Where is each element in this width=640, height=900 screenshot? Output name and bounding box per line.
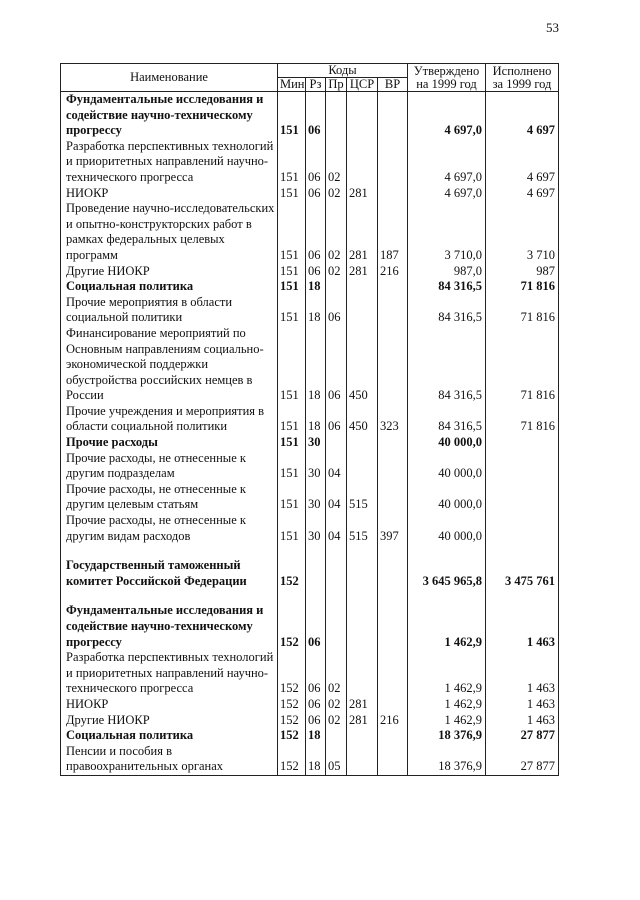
code-rz-cell: 18 <box>306 326 326 404</box>
name-cell: Пенсии и пособия в правоохранительных органах <box>61 744 278 776</box>
code-pr-cell: 02 <box>326 697 347 713</box>
code-rz-cell: 30 <box>306 513 326 544</box>
executed-cell: 27 877 <box>486 744 559 776</box>
table-row <box>61 186 559 202</box>
executed-cell: 71 816 <box>486 279 559 295</box>
code-vr-cell <box>378 544 408 558</box>
code-csr-cell <box>347 589 378 603</box>
approved-cell: 18 376,9 <box>408 744 486 776</box>
code-pr-cell: 05 <box>326 744 347 776</box>
name-cell: Другие НИОКР <box>61 264 278 280</box>
code-vr-cell <box>378 186 408 202</box>
name-cell: Проведение научно-исследовательских и опытно-конструкторских работ в рамках федеральных целевых программ <box>61 201 278 263</box>
table-body <box>61 92 559 776</box>
code-min-cell: 152 <box>278 744 306 776</box>
code-pr-cell: 06 <box>326 326 347 404</box>
table-row <box>61 264 559 280</box>
table-row <box>61 139 559 186</box>
name-cell: Социальная политика <box>61 728 278 744</box>
approved-cell: 1 462,9 <box>408 713 486 729</box>
table-row <box>61 697 559 713</box>
code-rz-cell: 30 <box>306 482 326 513</box>
header-pr: Пр <box>326 78 347 92</box>
table-row <box>61 435 559 451</box>
code-rz-cell <box>306 558 326 589</box>
table-row <box>61 728 559 744</box>
name-cell: Государственный таможенный комитет Российской Федерации <box>61 558 278 589</box>
approved-cell: 1 462,9 <box>408 650 486 697</box>
header-vr: ВР <box>378 78 408 92</box>
code-csr-cell: 515 <box>347 482 378 513</box>
code-vr-cell <box>378 326 408 404</box>
executed-cell: 1 463 <box>486 697 559 713</box>
executed-cell <box>486 513 559 544</box>
code-pr-cell <box>326 279 347 295</box>
code-min-cell: 152 <box>278 713 306 729</box>
table-row <box>61 326 559 404</box>
code-vr-cell <box>378 728 408 744</box>
code-min-cell: 151 <box>278 279 306 295</box>
code-rz-cell: 06 <box>306 92 326 139</box>
code-pr-cell <box>326 435 347 451</box>
approved-cell: 84 316,5 <box>408 279 486 295</box>
code-csr-cell: 450 <box>347 326 378 404</box>
name-cell: Прочие расходы, не отнесенные к другим целевым статьям <box>61 482 278 513</box>
header-min: Мин <box>278 78 306 92</box>
code-rz-cell: 06 <box>306 713 326 729</box>
executed-cell: 4 697 <box>486 92 559 139</box>
code-rz-cell: 18 <box>306 744 326 776</box>
code-csr-cell <box>347 558 378 589</box>
code-min-cell: 151 <box>278 513 306 544</box>
code-rz-cell <box>306 589 326 603</box>
code-min-cell: 151 <box>278 201 306 263</box>
code-vr-cell <box>378 295 408 326</box>
code-rz-cell: 30 <box>306 435 326 451</box>
code-min-cell: 152 <box>278 697 306 713</box>
budget-table <box>60 63 559 776</box>
code-vr-cell <box>378 279 408 295</box>
executed-cell: 1 463 <box>486 650 559 697</box>
approved-cell: 4 697,0 <box>408 139 486 186</box>
name-cell: Фундаментальные исследования и содействие научно-техническому прогрессу <box>61 92 278 139</box>
executed-cell: 3 475 761 <box>486 558 559 589</box>
code-rz-cell: 06 <box>306 697 326 713</box>
name-cell: Фундаментальные исследования и содействие научно-техническому прогрессу <box>61 603 278 650</box>
code-rz-cell: 18 <box>306 404 326 435</box>
executed-cell: 4 697 <box>486 139 559 186</box>
executed-cell <box>486 435 559 451</box>
code-pr-cell <box>326 603 347 650</box>
approved-cell <box>408 544 486 558</box>
executed-cell: 3 710 <box>486 201 559 263</box>
code-pr-cell: 02 <box>326 264 347 280</box>
code-min-cell: 152 <box>278 558 306 589</box>
code-vr-cell: 216 <box>378 713 408 729</box>
approved-cell: 18 376,9 <box>408 728 486 744</box>
name-cell: Прочие мероприятия в области социальной политики <box>61 295 278 326</box>
code-rz-cell: 18 <box>306 728 326 744</box>
table-row <box>61 744 559 776</box>
code-csr-cell: 281 <box>347 201 378 263</box>
code-vr-cell: 187 <box>378 201 408 263</box>
code-rz-cell <box>306 544 326 558</box>
approved-cell: 1 462,9 <box>408 603 486 650</box>
code-vr-cell <box>378 451 408 482</box>
spacer-row <box>61 544 559 558</box>
name-cell: Прочие расходы, не отнесенные к другим подразделам <box>61 451 278 482</box>
executed-cell <box>486 589 559 603</box>
name-cell: Прочие расходы, не отнесенные к другим видам расходов <box>61 513 278 544</box>
approved-cell: 987,0 <box>408 264 486 280</box>
code-csr-cell: 515 <box>347 513 378 544</box>
name-cell: Прочие учреждения и мероприятия в области социальной политики <box>61 404 278 435</box>
code-vr-cell <box>378 603 408 650</box>
code-pr-cell <box>326 558 347 589</box>
code-csr-cell <box>347 744 378 776</box>
code-pr-cell: 04 <box>326 482 347 513</box>
code-csr-cell <box>347 279 378 295</box>
name-cell: НИОКР <box>61 186 278 202</box>
name-cell: Другие НИОКР <box>61 713 278 729</box>
table-row <box>61 482 559 513</box>
approved-cell: 4 697,0 <box>408 92 486 139</box>
code-min-cell: 152 <box>278 728 306 744</box>
code-pr-cell: 04 <box>326 513 347 544</box>
approved-cell: 1 462,9 <box>408 697 486 713</box>
code-rz-cell: 18 <box>306 279 326 295</box>
code-rz-cell: 18 <box>306 295 326 326</box>
code-min-cell: 151 <box>278 482 306 513</box>
approved-cell: 3 710,0 <box>408 201 486 263</box>
executed-cell: 1 463 <box>486 713 559 729</box>
approved-cell: 40 000,0 <box>408 482 486 513</box>
executed-cell: 71 816 <box>486 295 559 326</box>
name-cell: НИОКР <box>61 697 278 713</box>
code-min-cell: 151 <box>278 435 306 451</box>
approved-cell <box>408 589 486 603</box>
code-csr-cell <box>347 603 378 650</box>
approved-cell: 4 697,0 <box>408 186 486 202</box>
executed-cell <box>486 482 559 513</box>
code-vr-cell <box>378 650 408 697</box>
code-csr-cell: 450 <box>347 404 378 435</box>
code-csr-cell <box>347 139 378 186</box>
header-executed: Исполнено за 1999 год <box>486 64 559 92</box>
code-csr-cell <box>347 435 378 451</box>
code-pr-cell <box>326 544 347 558</box>
name-cell: Социальная политика <box>61 279 278 295</box>
code-min-cell <box>278 544 306 558</box>
code-pr-cell: 02 <box>326 201 347 263</box>
table-header <box>61 64 559 92</box>
code-csr-cell <box>347 295 378 326</box>
code-pr-cell: 02 <box>326 186 347 202</box>
table-row <box>61 451 559 482</box>
code-csr-cell <box>347 92 378 139</box>
header-codes: Коды <box>278 64 408 78</box>
name-cell: Разработка перспективных технологий и приоритетных направлений научно-технического прогресса <box>61 650 278 697</box>
header-rz: Рз <box>306 78 326 92</box>
code-min-cell: 152 <box>278 650 306 697</box>
code-csr-cell <box>347 728 378 744</box>
approved-cell: 84 316,5 <box>408 404 486 435</box>
code-pr-cell: 04 <box>326 451 347 482</box>
executed-cell: 987 <box>486 264 559 280</box>
executed-cell: 71 816 <box>486 404 559 435</box>
approved-cell: 40 000,0 <box>408 435 486 451</box>
code-min-cell: 151 <box>278 139 306 186</box>
executed-cell: 4 697 <box>486 186 559 202</box>
executed-cell: 27 877 <box>486 728 559 744</box>
code-min-cell: 151 <box>278 92 306 139</box>
code-rz-cell: 06 <box>306 650 326 697</box>
code-pr-cell: 02 <box>326 713 347 729</box>
code-csr-cell: 281 <box>347 264 378 280</box>
code-rz-cell: 30 <box>306 451 326 482</box>
table-row <box>61 713 559 729</box>
code-min-cell: 151 <box>278 295 306 326</box>
header-approved: Утверждено на 1999 год <box>408 64 486 92</box>
spacer-row <box>61 589 559 603</box>
table-row <box>61 92 559 139</box>
code-vr-cell <box>378 697 408 713</box>
executed-cell: 1 463 <box>486 603 559 650</box>
approved-cell: 84 316,5 <box>408 326 486 404</box>
header-name: Наименование <box>61 64 278 92</box>
code-pr-cell: 02 <box>326 139 347 186</box>
code-vr-cell <box>378 435 408 451</box>
name-cell: Финансирование мероприятий по Основным направлениям социально-экономической поддержки обустройства российских немцев в России <box>61 326 278 404</box>
table-row <box>61 603 559 650</box>
name-cell: Разработка перспективных технологий и приоритетных направлений научно-технического прогресса <box>61 139 278 186</box>
executed-cell <box>486 451 559 482</box>
code-vr-cell: 323 <box>378 404 408 435</box>
code-vr-cell <box>378 139 408 186</box>
name-cell: Прочие расходы <box>61 435 278 451</box>
name-cell <box>61 544 278 558</box>
code-rz-cell: 06 <box>306 603 326 650</box>
table-row <box>61 295 559 326</box>
code-csr-cell: 281 <box>347 186 378 202</box>
table-row <box>61 650 559 697</box>
page-number: 53 <box>546 20 559 35</box>
approved-cell: 40 000,0 <box>408 451 486 482</box>
name-cell <box>61 589 278 603</box>
code-min-cell: 151 <box>278 404 306 435</box>
approved-cell: 3 645 965,8 <box>408 558 486 589</box>
table-row <box>61 404 559 435</box>
table-row <box>61 201 559 263</box>
code-pr-cell <box>326 728 347 744</box>
code-csr-cell <box>347 544 378 558</box>
executed-cell: 71 816 <box>486 326 559 404</box>
code-pr-cell <box>326 589 347 603</box>
code-vr-cell <box>378 558 408 589</box>
code-csr-cell <box>347 650 378 697</box>
code-vr-cell: 397 <box>378 513 408 544</box>
code-rz-cell: 06 <box>306 201 326 263</box>
code-csr-cell <box>347 451 378 482</box>
code-csr-cell: 281 <box>347 697 378 713</box>
code-vr-cell <box>378 744 408 776</box>
code-min-cell: 151 <box>278 186 306 202</box>
code-min-cell: 151 <box>278 326 306 404</box>
code-vr-cell <box>378 92 408 139</box>
code-csr-cell: 281 <box>347 713 378 729</box>
approved-cell: 40 000,0 <box>408 513 486 544</box>
code-vr-cell: 216 <box>378 264 408 280</box>
code-rz-cell: 06 <box>306 139 326 186</box>
header-csr: ЦСР <box>347 78 378 92</box>
code-pr-cell: 06 <box>326 295 347 326</box>
code-min-cell <box>278 589 306 603</box>
approved-cell: 84 316,5 <box>408 295 486 326</box>
code-min-cell: 152 <box>278 603 306 650</box>
table-row <box>61 279 559 295</box>
executed-cell <box>486 544 559 558</box>
code-rz-cell: 06 <box>306 264 326 280</box>
code-rz-cell: 06 <box>306 186 326 202</box>
code-min-cell: 151 <box>278 451 306 482</box>
code-min-cell: 151 <box>278 264 306 280</box>
table-row <box>61 558 559 589</box>
code-vr-cell <box>378 589 408 603</box>
code-pr-cell: 02 <box>326 650 347 697</box>
code-vr-cell <box>378 482 408 513</box>
code-pr-cell: 06 <box>326 404 347 435</box>
code-pr-cell <box>326 92 347 139</box>
table-row <box>61 513 559 544</box>
